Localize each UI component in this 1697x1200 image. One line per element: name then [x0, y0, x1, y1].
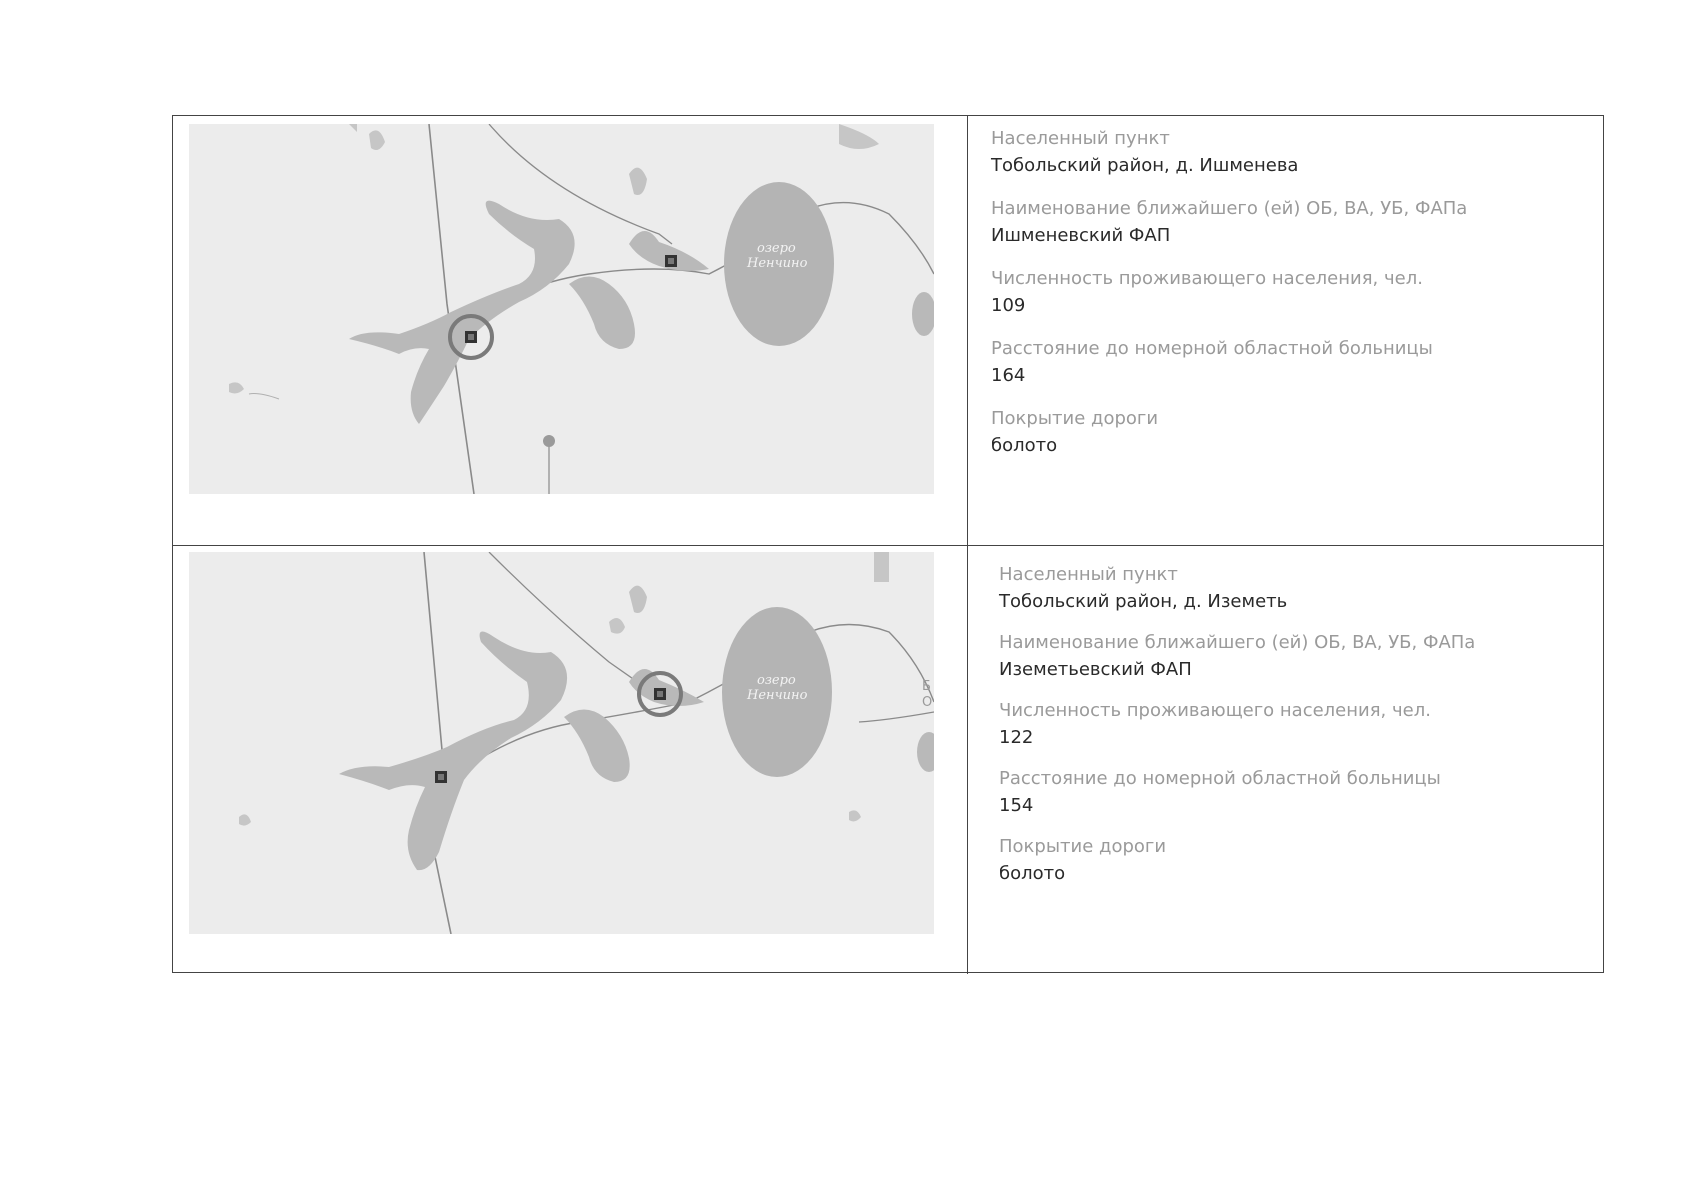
column-divider [967, 546, 968, 974]
field-nearest-facility [999, 630, 1583, 684]
lake-label: озеро [757, 241, 796, 256]
field-settlement [999, 562, 1583, 616]
field-value: 164 [991, 365, 1026, 386]
map-svg [189, 552, 934, 934]
table-row [173, 546, 1603, 974]
field-value: Иземетьевский ФАП [999, 659, 1192, 680]
field-label: Численность проживающего населения, чел. [999, 700, 1431, 721]
field-label: Расстояние до номерной областной больницы [991, 338, 1433, 359]
column-divider [967, 116, 968, 545]
field-road-surface [991, 406, 1583, 460]
field-distance [999, 766, 1583, 820]
fap-marker-icon[interactable] [435, 771, 447, 783]
map-pin-icon[interactable] [543, 435, 555, 447]
field-value: болото [991, 435, 1058, 456]
map-svg [189, 124, 934, 494]
facility-table [172, 115, 1604, 973]
field-label: Наименование ближайшего (ей) ОБ, ВА, УБ, ФАПа [999, 632, 1476, 653]
field-label: Покрытие дороги [991, 408, 1159, 429]
field-label: Расстояние до номерной областной больницы [999, 768, 1441, 789]
field-nearest-facility [991, 196, 1583, 250]
field-label: Численность проживающего населения, чел. [991, 268, 1423, 289]
location-map[interactable] [189, 552, 934, 934]
field-settlement [991, 126, 1583, 180]
lake-label: озеро [757, 673, 796, 688]
map-edge-label: Б [922, 679, 931, 694]
field-label: Населенный пункт [999, 564, 1178, 585]
settlement-info [991, 126, 1583, 476]
table-row [173, 116, 1603, 546]
field-population [991, 266, 1583, 320]
lake-label: Ненчино [747, 256, 808, 271]
field-value: Тобольский район, д. Иземеть [999, 591, 1288, 612]
field-value: 109 [991, 295, 1026, 316]
map-edge-label: О [922, 695, 933, 710]
field-value: 122 [999, 727, 1034, 748]
fap-marker-icon[interactable] [665, 255, 677, 267]
settlement-info [999, 562, 1583, 902]
field-value: 154 [999, 795, 1034, 816]
field-population [999, 698, 1583, 752]
field-label: Населенный пункт [991, 128, 1170, 149]
field-label: Покрытие дороги [999, 836, 1167, 857]
field-value: Ишменевский ФАП [991, 225, 1171, 246]
field-road-surface [999, 834, 1583, 888]
field-value: болото [999, 863, 1066, 884]
field-value: Тобольский район, д. Ишменева [991, 155, 1299, 176]
location-map[interactable] [189, 124, 934, 494]
field-distance [991, 336, 1583, 390]
lake-label: Ненчино [747, 688, 808, 703]
field-label: Наименование ближайшего (ей) ОБ, ВА, УБ, ФАПа [991, 198, 1468, 219]
